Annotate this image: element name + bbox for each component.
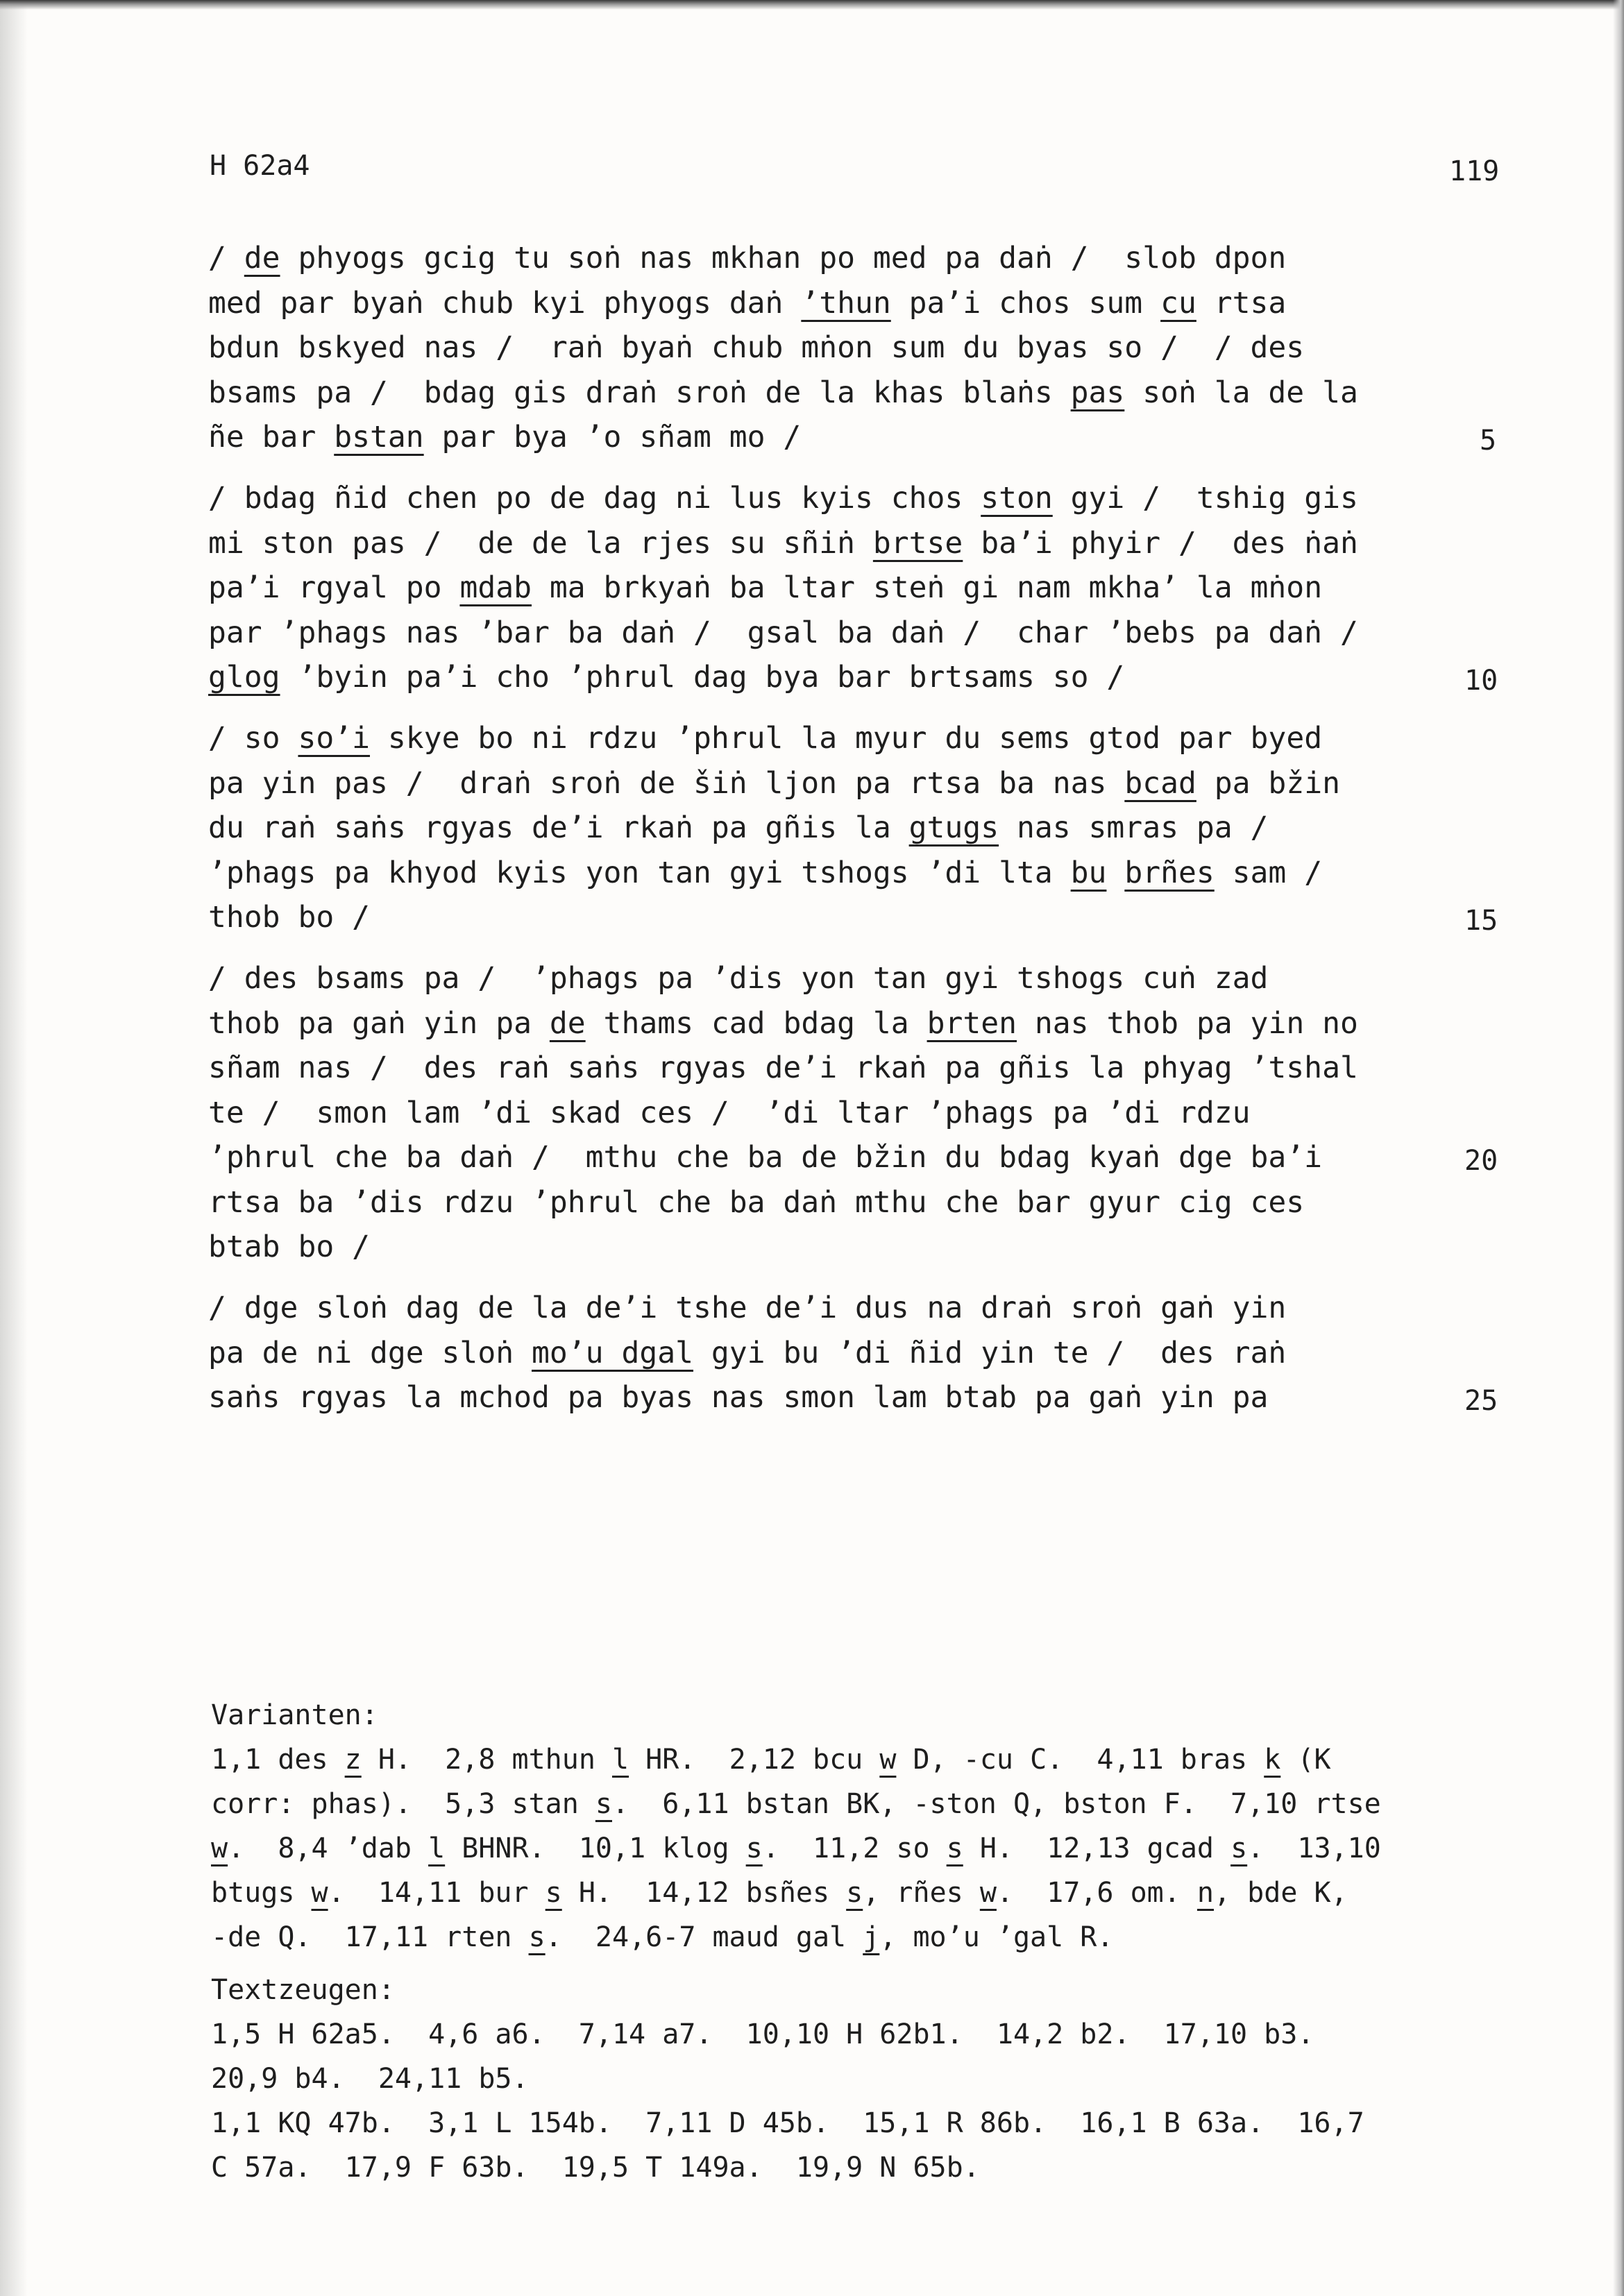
underlined-word: s [595,1788,612,1820]
text-segment: thob pa gaṅ yin pa [208,1005,550,1041]
line-number: 5 [1480,425,1497,457]
text-line [208,325,1409,371]
page-header-siglum: H 62a4 [210,150,310,182]
text-segment: / [208,241,244,275]
text-segment: du raṅ saṅs rgyas de’i rkaṅ pa gñis la [208,810,909,845]
underlined-word: bcad [1124,765,1196,801]
underlined-word: w [879,1744,897,1776]
text-segment: rtsa ba ’dis rdzu ’phrul che ba daṅ mthu che bar gyur cig ces [208,1184,1305,1220]
witnesses-heading: Textzeugen: [211,1974,395,2006]
text-segment: pa yin pas / draṅ sroṅ de šiṅ ljon pa rtsa ba nas [208,765,1125,801]
text-line [211,2101,1530,2145]
underlined-word: ’thun [801,285,891,321]
underlined-word: de [549,1005,586,1041]
underlined-word: s [545,1877,562,1909]
underlined-word: z [344,1744,362,1776]
text-segment: HR. 2,12 bcu [629,1744,880,1776]
text-line [211,1737,1530,1782]
underlined-word: gtugs [908,810,999,845]
text-line [208,281,1409,326]
text-segment: pa bžin [1196,765,1340,801]
underlined-word: j [863,1921,880,1953]
underlined-word: de [244,241,280,275]
underlined-word: brtse [872,525,963,561]
text-segment: BHNR. 10,1 klog [445,1832,746,1864]
text-line [208,236,1409,281]
text-segment: . 11,2 so [762,1832,947,1864]
text-segment: H. 14,12 bsñes [561,1877,847,1909]
text-segment: -de Q. 17,11 rten [211,1921,529,1953]
text-line [211,1826,1530,1871]
text-line [208,716,1409,761]
text-segment: thob bo / [208,900,370,935]
text-line [208,476,1409,521]
text-segment: . 14,11 bur [328,1877,545,1909]
text-line [211,2145,1530,2190]
text-line [208,1180,1409,1225]
variants-list [211,1737,1530,1959]
witnesses-list [211,2012,1530,2190]
underlined-word: cu [1160,285,1196,321]
underlined-word: ston [981,481,1053,516]
text-segment: rtsa [1196,285,1287,321]
line-number: 25 [1464,1385,1498,1417]
text-line [211,2057,1530,2101]
text-line [208,371,1409,416]
underlined-word: so’i [298,721,371,756]
text-segment: ma brkyaṅ ba ltar steṅ gi nam mkha’ la mṅon [532,570,1323,605]
text-segment: . 8,4 ’dab [228,1832,429,1864]
text-segment: . 13,10 [1247,1832,1381,1864]
text-line [208,1225,1409,1270]
text-line [208,1046,1409,1091]
underlined-word: mo’u dgal [532,1335,693,1370]
underlined-word: n [1196,1877,1215,1909]
text-line [211,1782,1530,1826]
text-segment: btugs [211,1877,312,1909]
text-segment: 1,5 H 62a5. 4,6 a6. 7,14 a7. 10,10 H 62b1. 14,2 b2. 17,10 b3. [211,2018,1314,2050]
underlined-word: brñes [1124,855,1215,890]
underlined-word: w [311,1877,328,1909]
text-segment: . 24,6-7 maud gal [545,1921,863,1953]
text-segment: par bya ’o sñam mo / [423,420,802,454]
text-segment: bdun bskyed nas / raṅ byaṅ chub mṅon sum du byas so / / des [208,330,1305,365]
text-segment: 1,1 KQ 47b. 3,1 L 154b. 7,11 D 45b. 15,1 R 86b. 16,1 B 63a. 16,7 [211,2107,1364,2139]
text-line [208,851,1409,896]
text-segment: ñe bar [208,420,335,454]
text-segment: thams cad bdag la [585,1005,927,1041]
text-segment: H. 12,13 gcad [963,1832,1231,1864]
text-line [208,566,1409,611]
text-segment: nas smras pa / [999,810,1269,845]
text-line [208,1091,1409,1136]
text-paragraph-4 [208,956,1409,1270]
text-segment: corr: phas). 5,3 stan [211,1788,595,1820]
text-line [211,1915,1530,1959]
text-segment: bsams pa / bdag gis draṅ sroṅ de la khas blaṅs [208,375,1071,410]
underlined-word: s [1230,1832,1248,1864]
text-line [208,521,1409,566]
page-left-shadow [0,0,28,2296]
underlined-word: bu [1070,855,1107,890]
variants-heading: Varianten: [211,1699,378,1731]
text-paragraph-5 [208,1286,1409,1420]
underlined-word: l [611,1744,629,1776]
text-line [208,895,1409,940]
critical-apparatus [211,1693,1530,2190]
text-segment: C 57a. 17,9 F 63b. 19,5 T 149a. 19,9 N 65b. [211,2152,980,2184]
underlined-word: pas [1070,375,1125,410]
underlined-word: mdab [459,570,532,605]
text-line [208,1001,1409,1046]
underlined-word: l [428,1832,446,1864]
text-segment: , rñes [863,1877,980,1909]
text-line [208,956,1409,1001]
text-segment: mi ston pas / de de la rjes su sñiṅ [208,525,873,561]
text-segment: , bde K, [1214,1877,1348,1909]
text-segment: sam / [1214,855,1323,890]
underlined-word: s [846,1877,863,1909]
text-segment: sñam nas / des raṅ saṅs rgyas de’i rkaṅ pa gñis la phyag ’tshal [208,1051,1358,1085]
text-segment: . 17,6 om. [996,1877,1197,1909]
text-segment: pa de ni dge sloṅ [208,1335,532,1370]
underlined-word: k [1264,1744,1281,1776]
text-segment: pa’i chos sum [890,285,1161,321]
text-line [208,761,1409,806]
text-segment: gyi / tshig gis [1052,481,1358,516]
underlined-word: glog [208,660,280,695]
text-line [208,415,1409,460]
underlined-word: bstan [334,420,424,454]
line-number: 15 [1464,905,1498,937]
text-segment: phyogs gcig tu soṅ nas mkhan po med pa daṅ / slob dpon [280,241,1287,275]
text-paragraph-3 [208,716,1409,940]
text-segment: (K [1280,1744,1331,1776]
page-number: 119 [1449,155,1500,187]
text-line [208,655,1409,700]
page-right-edge [1613,0,1624,2296]
text-line [208,1375,1409,1420]
text-segment: pa’i rgyal po [208,570,460,605]
underlined-word: brten [927,1005,1017,1041]
text-line [211,2012,1530,2057]
text-segment: D, -cu C. 4,11 bras [896,1744,1264,1776]
text-paragraph-2 [208,476,1409,700]
text-line [208,1286,1409,1331]
text-segment: par ’phags nas ’bar ba daṅ / gsal ba daṅ / char ’bebs pa daṅ / [208,615,1358,650]
text-segment: skye bo ni rdzu ’phrul la myur du sems gtod par byed [370,721,1323,756]
text-segment: ’phrul che ba daṅ / mthu che ba de bžin du bdag kyaṅ dge ba’i [208,1140,1323,1175]
text-segment: 20,9 b4. 24,11 b5. [211,2063,529,2095]
underlined-word: s [946,1832,963,1864]
text-segment: btab bo / [208,1230,370,1264]
text-segment: ba’i phyir / des ṅaṅ [963,525,1358,561]
line-number: 20 [1464,1145,1498,1177]
text-segment: / so [208,721,298,756]
text-segment: ’byin pa’i cho ’phrul dag bya bar brtsams so / [280,660,1125,695]
text-segment: med par byaṅ chub kyi phyogs daṅ [208,285,802,321]
text-segment: gyi bu ’di ñid yin te / des raṅ [693,1335,1287,1370]
underlined-word: w [211,1832,228,1864]
line-number: 10 [1464,665,1498,697]
text-segment: nas thob pa yin no [1017,1005,1358,1041]
underlined-word: s [745,1832,763,1864]
text-segment: ’phags pa khyod kyis yon tan gyi tshogs ’di lta [208,855,1071,890]
text-paragraph-1 [208,236,1409,460]
text-segment: saṅs rgyas la mchod pa byas nas smon lam btab pa gaṅ yin pa [208,1380,1269,1415]
text-segment: / dge sloṅ dag de la de’i tshe de’i dus na draṅ sroṅ gaṅ yin [208,1291,1287,1325]
text-line [208,1135,1409,1180]
text-segment: soṅ la de la [1124,375,1358,410]
text-line [208,806,1409,851]
text-segment [1106,856,1124,890]
text-segment: / des bsams pa / ’phags pa ’dis yon tan gyi tshogs cuṅ zad [208,961,1269,996]
text-segment: , mo’u ’gal R. [879,1921,1114,1953]
text-segment: . 6,11 bstan BK, -ston Q, bston F. 7,10 rtse [611,1788,1381,1820]
text-line [208,611,1409,656]
text-segment: 1,1 des [211,1744,345,1776]
text-segment: te / smon lam ’di skad ces / ’di ltar ’phags pa ’di rdzu [208,1095,1251,1130]
page-top-edge [0,0,1624,10]
text-line [211,1871,1530,1915]
text-segment: H. 2,8 mthun [361,1744,612,1776]
underlined-word: s [528,1921,545,1953]
underlined-word: w [979,1877,997,1909]
text-segment: / bdag ñid chen po de dag ni lus kyis chos [208,481,981,516]
text-line [208,1331,1409,1376]
